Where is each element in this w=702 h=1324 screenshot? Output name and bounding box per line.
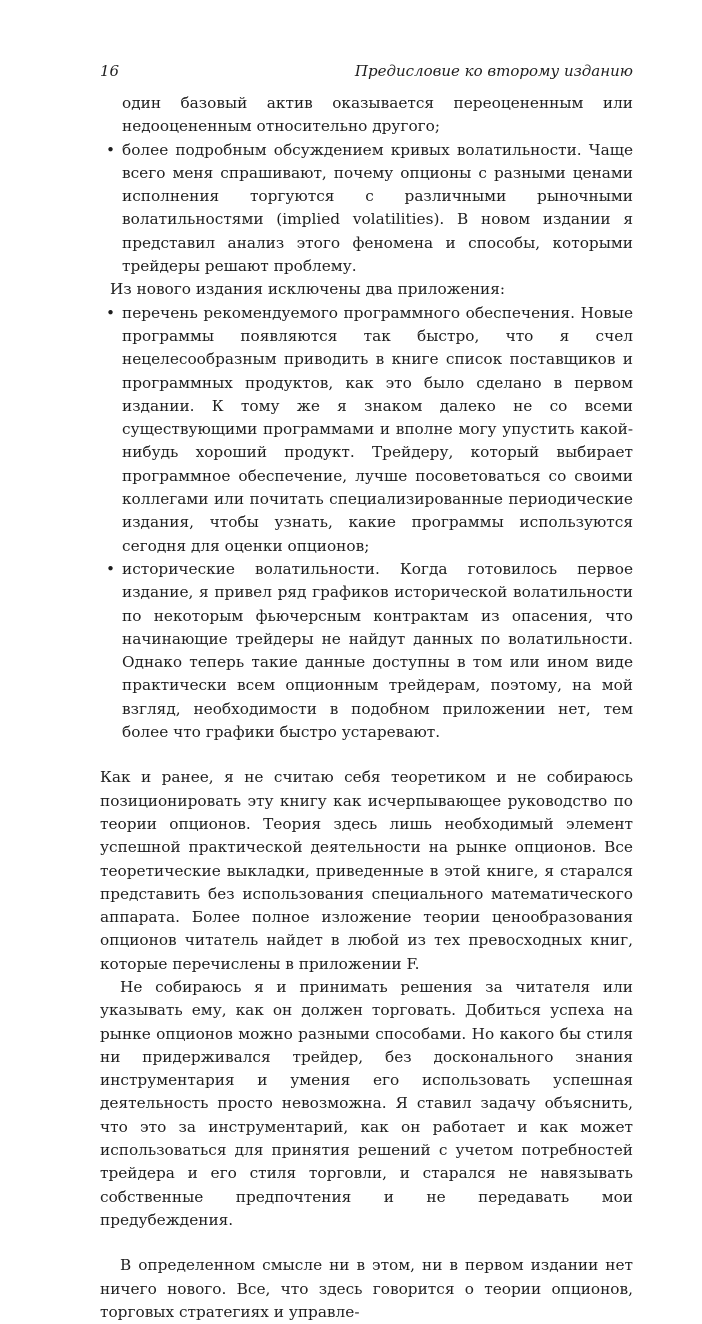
list-item-continuation: [100, 92, 633, 139]
running-title: Предисловие ко второму изданию: [354, 62, 633, 80]
section-gap: [100, 744, 633, 766]
list-item-volatility-curves: [100, 139, 633, 279]
page-number: 16: [100, 62, 120, 80]
list-item-historical-volatility: [100, 558, 633, 744]
list-item-text: исторические волатильности. Когда готовилось первое издание, я привел ряд графиков исторической волатильности по некоторым фьючерсным контрактам из опасения, что начинающие трейдеры не найдут данных по волатильности. Однако теперь такие данные доступны в том или ином виде практически всем опционным трейдерам, поэтому, на мой взгляд, необходимости в подобном приложении нет, тем более что графики быстро устаревают.: [122, 559, 633, 742]
paragraph-nothing-new: В определенном смысле ни в этом, ни в первом издании нет ничего нового. Все, что здесь говорится о теории опционов, торговых стратегиях и управле-: [100, 1256, 633, 1321]
page-body: [100, 92, 633, 1324]
page-header: [100, 62, 633, 82]
paragraph-trading-style: Не собираюсь я и принимать решения за читателя или указывать ему, как он должен торговать. Добиться успеха на рынке опционов можно разными способами. Но какого бы стиля ни придерживался трейдер, без досконального знания инструментария и умения его использовать успешная деятельность просто невозможна. Я ставил задачу объяснить, что это за инструментарий, как он работает и как может использоваться для принятия решений с учетом потребностей трейдера и его стиля торговли, и старался не навязывать собственные предпочтения и не передавать мои предубеждения.: [100, 977, 633, 1229]
list-item-text: более подробным обсуждением кривых волатильности. Чаще всего меня спрашивают, почему опционы с разными ценами исполнения торгуются с различными рыночными волатильностями (implied volatilities). В новом издании я представил анализ этого феномена и способы, которыми трейдеры решают проблему.: [122, 140, 633, 276]
section-gap: [100, 1232, 633, 1254]
list-item-software: [100, 302, 633, 558]
bullet-icon: •: [106, 559, 116, 578]
removed-appendices-intro: Из нового издания исключены два приложения:: [110, 280, 506, 299]
bullet-icon: •: [106, 140, 116, 159]
bullet-icon: •: [106, 303, 116, 322]
list-item-text: перечень рекомендуемого программного обеспечения. Новые программы появляются так быстро, что я счел нецелесообразным приводить в книге список поставщиков и программных продуктов, как это было сделано в первом издании. К тому же я знаком далеко не со всеми существующими программами и вполне могу упустить какой-нибудь хороший продукт. Трейдеру, который выбирает программное обеспечение, лучше посоветоваться со своими коллегами или почитать специализированные периодические издания, чтобы узнать, какие программы используются сегодня для оценки опционов;: [122, 303, 633, 555]
bullet-list-additions: [100, 92, 633, 278]
paragraph-theory: Как и ранее, я не считаю себя теоретиком и не собираюсь позиционировать эту книгу как исчерпывающее руководство по теории опционов. Теория здесь лишь необходимый элемент успешной практической деятельности на рынке опционов. Все теоретические выкладки, приведенные в этой книге, я старался представить без использования специального математического аппарата. Более полное изложение теории ценообразования опционов читатель найдет в любой из тех превосходных книг, которые перечислены в приложении F.: [100, 768, 633, 973]
list-item-text: один базовый актив оказывается переоцененным или недооцененным относительно другого;: [122, 94, 633, 136]
bullet-list-removed: [100, 302, 633, 745]
